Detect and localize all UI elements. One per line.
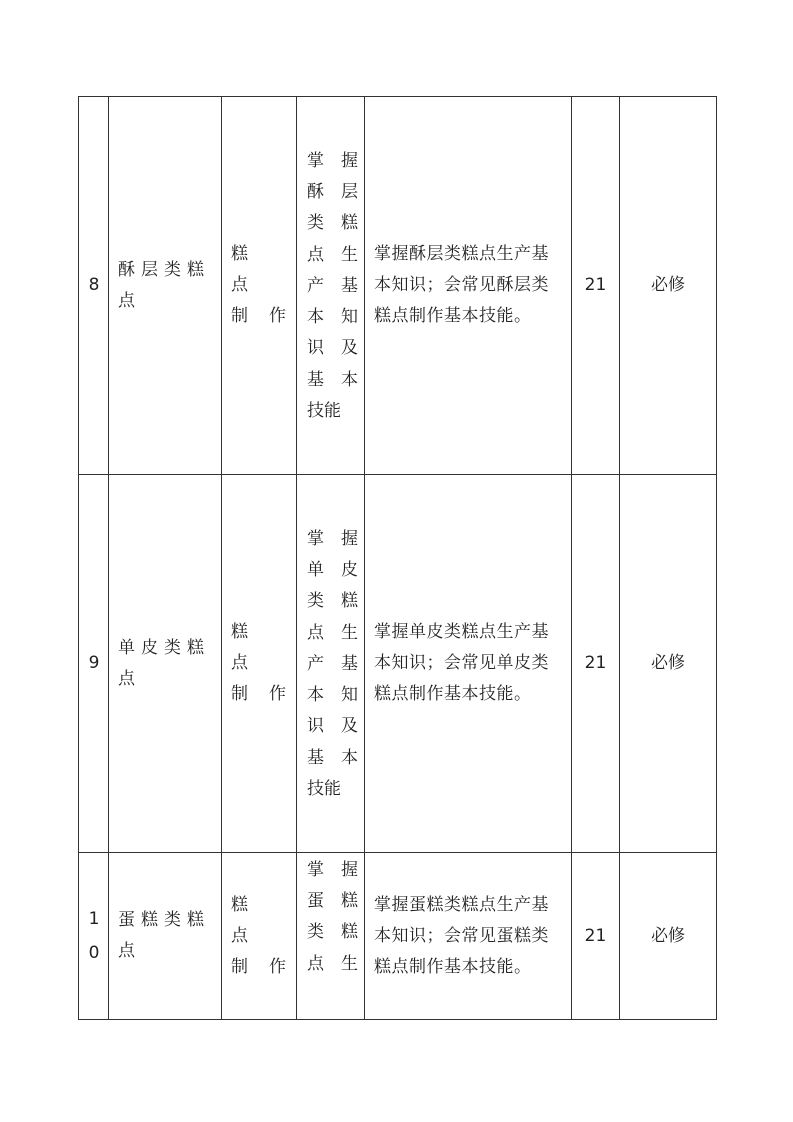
table-row: [79, 475, 717, 853]
course-category: [222, 97, 297, 475]
course-type: 必修: [620, 475, 717, 853]
goal-char: 生: [341, 244, 358, 265]
goal-char: 技能: [307, 778, 341, 799]
goal-char: 识: [307, 716, 324, 737]
goal-char: 蛋: [307, 891, 324, 912]
course-goal: [297, 853, 365, 1020]
goal-char: 知: [341, 307, 358, 328]
goal-char: 生: [341, 622, 358, 643]
goal-char: 类: [307, 922, 324, 943]
course-table: [78, 96, 717, 1020]
goal-char: 点: [307, 953, 324, 974]
course-category: [222, 475, 297, 853]
goal-char: 技能: [307, 400, 341, 421]
course-goal: [297, 97, 365, 475]
goal-char: 糕: [341, 213, 358, 234]
goal-char: 本: [341, 747, 358, 768]
course-name: 酥层类糕点: [109, 97, 222, 475]
course-hours: 21: [572, 475, 620, 853]
goal-char: 糕: [341, 922, 358, 943]
goal-char: 点: [307, 244, 324, 265]
goal-char: 基: [341, 653, 358, 674]
goal-char: 基: [341, 275, 358, 296]
goal-char: 糕: [341, 891, 358, 912]
goal-char: 掌: [307, 151, 324, 172]
goal-char: 酥: [307, 182, 324, 203]
course-content: 掌握蛋糕类糕点生产基本知识；会常见蛋糕类糕点制作基本技能。: [365, 853, 572, 1020]
goal-char: 单: [307, 560, 324, 581]
row-number-digit: 1: [88, 909, 100, 929]
row-number: 8: [79, 97, 109, 475]
goal-char: 及: [341, 716, 358, 737]
row-number: [79, 853, 109, 1020]
goal-char: 类: [307, 213, 324, 234]
row-number-digit: 0: [88, 943, 100, 963]
course-name: 单皮类糕点: [109, 475, 222, 853]
course-category: [222, 853, 297, 1020]
course-goal: [297, 475, 365, 853]
course-name: 蛋糕类糕点: [109, 853, 222, 1020]
course-type: 必修: [620, 853, 717, 1020]
goal-char: 产: [307, 275, 324, 296]
course-type: 必修: [620, 97, 717, 475]
goal-char: 握: [341, 860, 358, 880]
goal-char: 握: [341, 529, 358, 550]
goal-char: 点: [307, 622, 324, 643]
goal-char: 层: [341, 182, 358, 203]
goal-char: 基: [307, 369, 324, 390]
category-line: 制作: [231, 956, 290, 977]
goal-char: 掌: [307, 529, 324, 550]
goal-char: 基: [307, 747, 324, 768]
goal-char: 掌: [307, 860, 324, 880]
goal-char: 本: [341, 369, 358, 390]
course-content: 掌握酥层类糕点生产基本知识；会常见酥层类糕点制作基本技能。: [365, 97, 572, 475]
goal-char: 握: [341, 151, 358, 172]
goal-char: 知: [341, 685, 358, 706]
course-content: 掌握单皮类糕点生产基本知识；会常见单皮类糕点制作基本技能。: [365, 475, 572, 853]
goal-char: 生: [341, 953, 358, 974]
goal-char: 产: [307, 653, 324, 674]
goal-char: 识: [307, 338, 324, 359]
course-hours: 21: [572, 97, 620, 475]
goal-char: 本: [307, 307, 324, 328]
goal-char: 类: [307, 591, 324, 612]
category-line: 糕 点: [231, 894, 273, 946]
table-row: [79, 97, 717, 475]
course-hours: 21: [572, 853, 620, 1020]
category-line: 制作: [231, 684, 290, 704]
category-line: 制作: [231, 306, 290, 326]
row-number: 9: [79, 475, 109, 853]
table-row: [79, 853, 717, 1020]
category-line: 糕 点: [231, 244, 273, 295]
goal-char: 糕: [341, 591, 358, 612]
goal-char: 及: [341, 338, 358, 359]
goal-char: 皮: [341, 560, 358, 581]
category-line: 糕 点: [231, 622, 273, 673]
goal-char: 本: [307, 685, 324, 706]
